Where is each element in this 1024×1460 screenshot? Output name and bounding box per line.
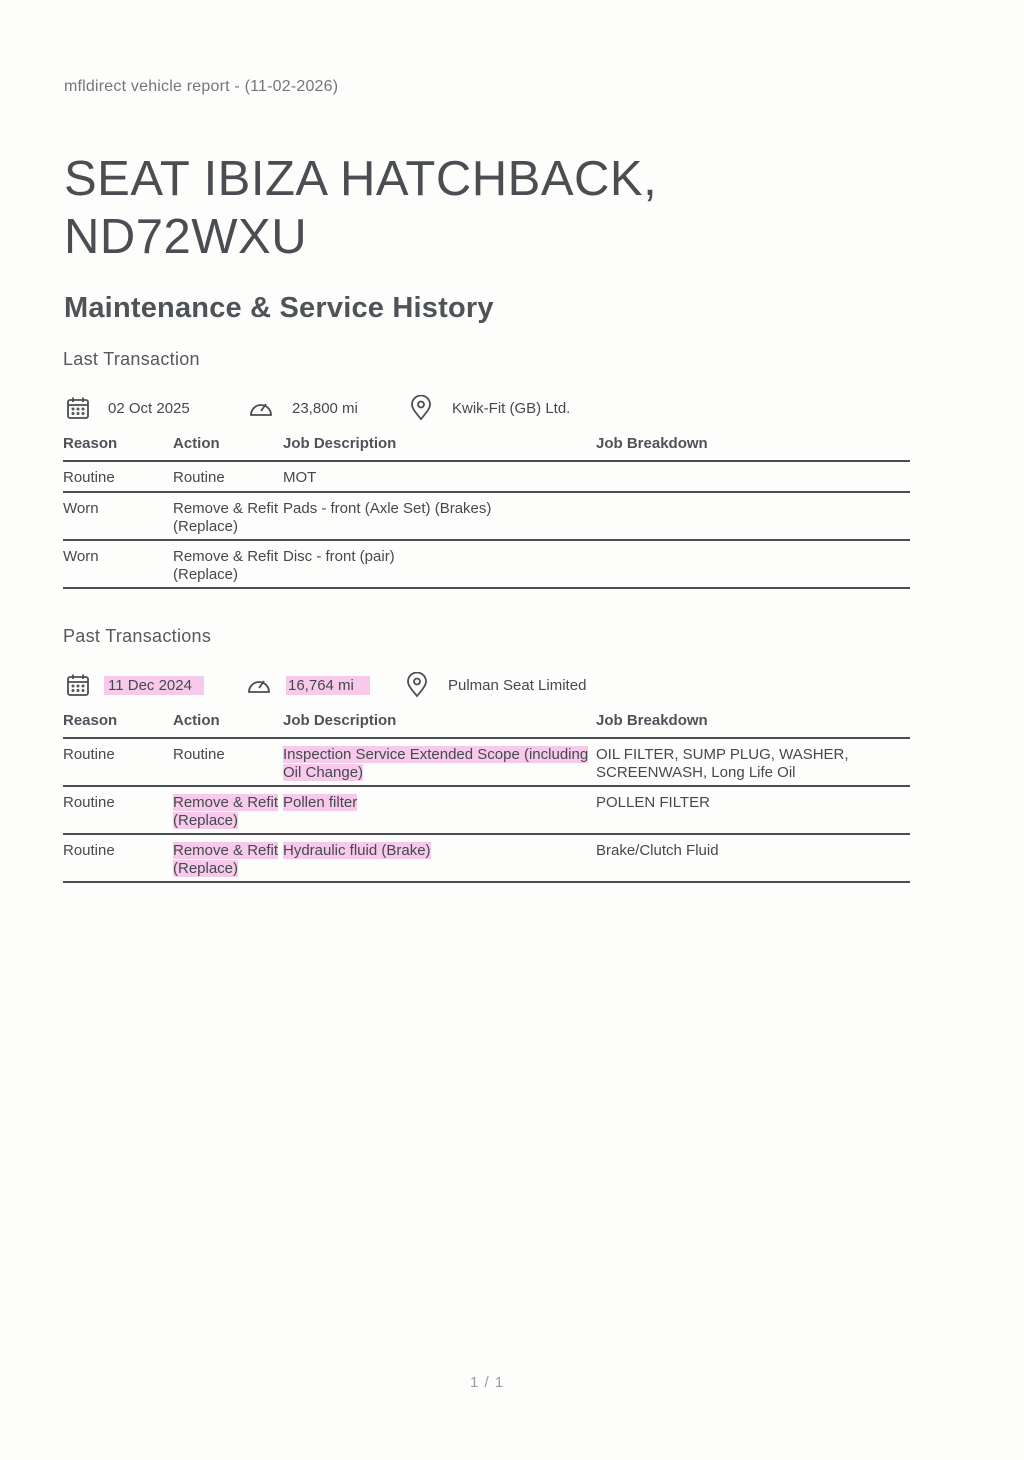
- action-cell: [173, 794, 285, 830]
- job-description-cell: [283, 746, 598, 782]
- reason-cell: Worn: [63, 500, 99, 517]
- last-transaction-label: Last Transaction: [63, 349, 200, 369]
- column-header-action: Action: [173, 435, 220, 452]
- vehicle-title-registration: ND72WXU: [64, 210, 308, 264]
- speedometer-icon: [248, 396, 274, 420]
- table-row: [63, 493, 910, 541]
- date-value: 11 Dec 2024: [104, 676, 204, 695]
- highlighted-text: Inspection Service Extended Scope (including Oil Change): [283, 746, 589, 781]
- highlighted-text: Pollen filter: [283, 794, 358, 811]
- highlighted-text: Hydraulic fluid (Brake): [283, 842, 431, 859]
- job-description-cell: Pads - front (Axle Set) (Brakes): [283, 500, 492, 517]
- calendar-icon: [66, 673, 90, 697]
- past-transaction-meta: [64, 670, 924, 700]
- table-row: [63, 787, 910, 835]
- mileage-value: 23,800 mi: [292, 399, 358, 417]
- action-cell: Remove & Refit (Replace): [173, 500, 279, 535]
- table-row: [63, 835, 910, 883]
- table-header-row: [63, 709, 910, 739]
- last-transaction-date: [66, 393, 194, 423]
- action-cell: Routine: [173, 469, 225, 486]
- column-header-job-breakdown: Job Breakdown: [596, 712, 708, 729]
- reason-cell: Routine: [63, 794, 115, 811]
- past-transaction-mileage: [246, 670, 370, 700]
- last-transaction-mileage: [248, 393, 362, 423]
- column-header-reason: Reason: [63, 435, 118, 452]
- past-transactions-table: [63, 709, 910, 883]
- job-breakdown-cell: POLLEN FILTER: [596, 794, 710, 811]
- column-header-job-breakdown: Job Breakdown: [596, 435, 708, 452]
- reason-cell: Routine: [63, 842, 115, 859]
- job-breakdown-cell: OIL FILTER, SUMP PLUG, WASHER, SCREENWASH, Long Life Oil: [596, 746, 849, 781]
- map-pin-icon: [410, 395, 432, 421]
- table-row: [63, 462, 910, 493]
- column-header-action: Action: [173, 712, 220, 729]
- calendar-icon: [66, 396, 90, 420]
- reason-cell: Routine: [63, 746, 115, 763]
- map-pin-icon: [406, 672, 428, 698]
- last-transaction-table: [63, 432, 910, 589]
- last-transaction-location: [410, 393, 574, 423]
- past-transaction-date: [66, 670, 204, 700]
- action-cell: Remove & Refit (Replace): [173, 548, 279, 583]
- highlighted-text: Remove & Refit (Replace): [173, 794, 279, 829]
- section-title: Maintenance & Service History: [64, 292, 494, 324]
- location-value: Kwik-Fit (GB) Ltd.: [452, 399, 571, 417]
- table-header-row: [63, 432, 910, 462]
- report-header: mfldirect vehicle report - (11-02-2026): [64, 78, 339, 95]
- mileage-value: 16,764 mi: [286, 676, 370, 695]
- job-description-cell: [283, 842, 598, 860]
- past-transaction-location: [406, 670, 590, 700]
- vehicle-title-model: SEAT IBIZA HATCHBACK,: [64, 152, 658, 206]
- reason-cell: Routine: [63, 469, 115, 486]
- table-row: [63, 541, 910, 589]
- table-row: [63, 739, 910, 787]
- highlighted-text: Remove & Refit (Replace): [173, 842, 279, 877]
- location-value: Pulman Seat Limited: [448, 676, 587, 694]
- last-transaction-meta: [64, 393, 924, 423]
- column-header-job-description: Job Description: [283, 712, 397, 729]
- job-breakdown-cell: Brake/Clutch Fluid: [596, 842, 719, 859]
- vehicle-title: [64, 150, 784, 266]
- date-value: 02 Oct 2025: [108, 399, 190, 417]
- job-description-cell: [283, 794, 598, 812]
- past-transactions-label: Past Transactions: [63, 626, 212, 646]
- speedometer-icon: [246, 673, 272, 697]
- action-cell: [173, 842, 285, 878]
- job-description-cell: MOT: [283, 469, 317, 486]
- column-header-reason: Reason: [63, 712, 118, 729]
- reason-cell: Worn: [63, 548, 99, 565]
- page-indicator: 1 / 1: [470, 1374, 505, 1391]
- action-cell: Routine: [173, 746, 225, 763]
- job-description-cell: Disc - front (pair): [283, 548, 395, 565]
- column-header-job-description: Job Description: [283, 435, 397, 452]
